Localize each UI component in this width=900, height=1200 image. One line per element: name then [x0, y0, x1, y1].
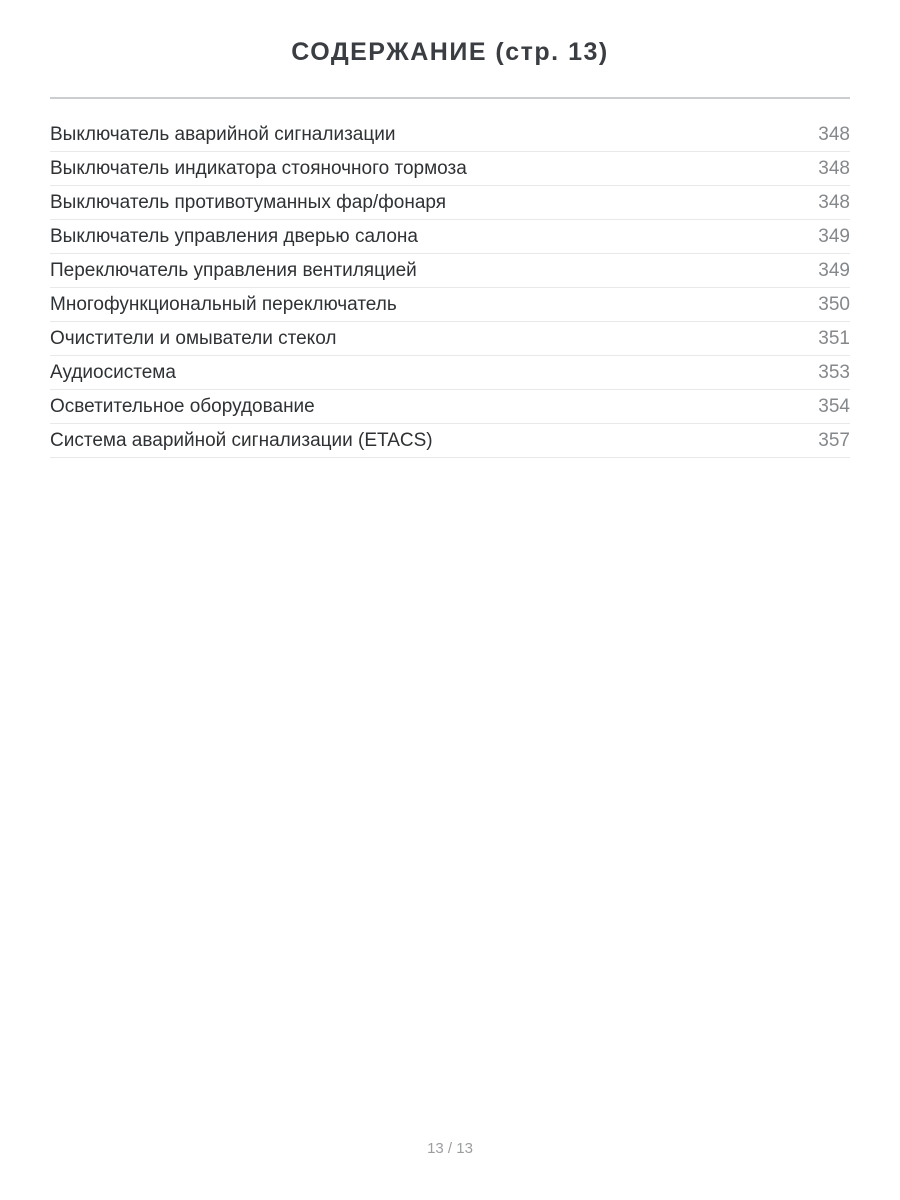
- toc-entry[interactable]: [50, 288, 850, 322]
- toc-entry-label: Переключатель управления вентиляцией: [50, 259, 417, 281]
- toc-entry[interactable]: [50, 186, 850, 220]
- toc-entry-page-number: 357: [818, 429, 850, 451]
- toc-entry[interactable]: [50, 220, 850, 254]
- toc-entry-label: Система аварийной сигнализации (ETACS): [50, 429, 433, 451]
- toc-entry[interactable]: [50, 424, 850, 458]
- toc-entry-page-number: 350: [818, 293, 850, 315]
- toc-entry-label: Выключатель противотуманных фар/фонаря: [50, 191, 447, 213]
- toc-entry-label: Очистители и омыватели стекол: [50, 327, 337, 349]
- toc-entry[interactable]: [50, 390, 850, 424]
- toc-entry-label: Выключатель индикатора стояночного тормоза: [50, 157, 467, 179]
- toc-entry-page-number: 349: [818, 225, 850, 247]
- toc-content: [50, 0, 850, 458]
- toc-entry[interactable]: [50, 322, 850, 356]
- page-pager: 13 / 13: [427, 1140, 473, 1157]
- toc-entry[interactable]: [50, 356, 850, 390]
- page-title: СОДЕРЖАНИЕ (стр. 13): [291, 38, 609, 66]
- toc-entry[interactable]: [50, 254, 850, 288]
- toc-list: [50, 118, 850, 458]
- toc-entry-label: Аудиосистема: [50, 361, 176, 383]
- toc-entry-page-number: 348: [818, 157, 850, 179]
- toc-entry-page-number: 351: [818, 327, 850, 349]
- toc-entry-label: Выключатель аварийной сигнализации: [50, 123, 396, 145]
- toc-entry[interactable]: [50, 118, 850, 152]
- toc-entry-label: Осветительное оборудование: [50, 395, 315, 417]
- toc-entry-page-number: 353: [818, 361, 850, 383]
- toc-entry-page-number: 354: [818, 395, 850, 417]
- toc-entry-page-number: 348: [818, 123, 850, 145]
- toc-entry-page-number: 349: [818, 259, 850, 281]
- toc-entry-label: Выключатель управления дверью салона: [50, 225, 418, 247]
- title-divider: [50, 97, 850, 99]
- toc-entry-label: Многофункциональный переключатель: [50, 293, 397, 315]
- toc-entry[interactable]: [50, 152, 850, 186]
- toc-entry-page-number: 348: [818, 191, 850, 213]
